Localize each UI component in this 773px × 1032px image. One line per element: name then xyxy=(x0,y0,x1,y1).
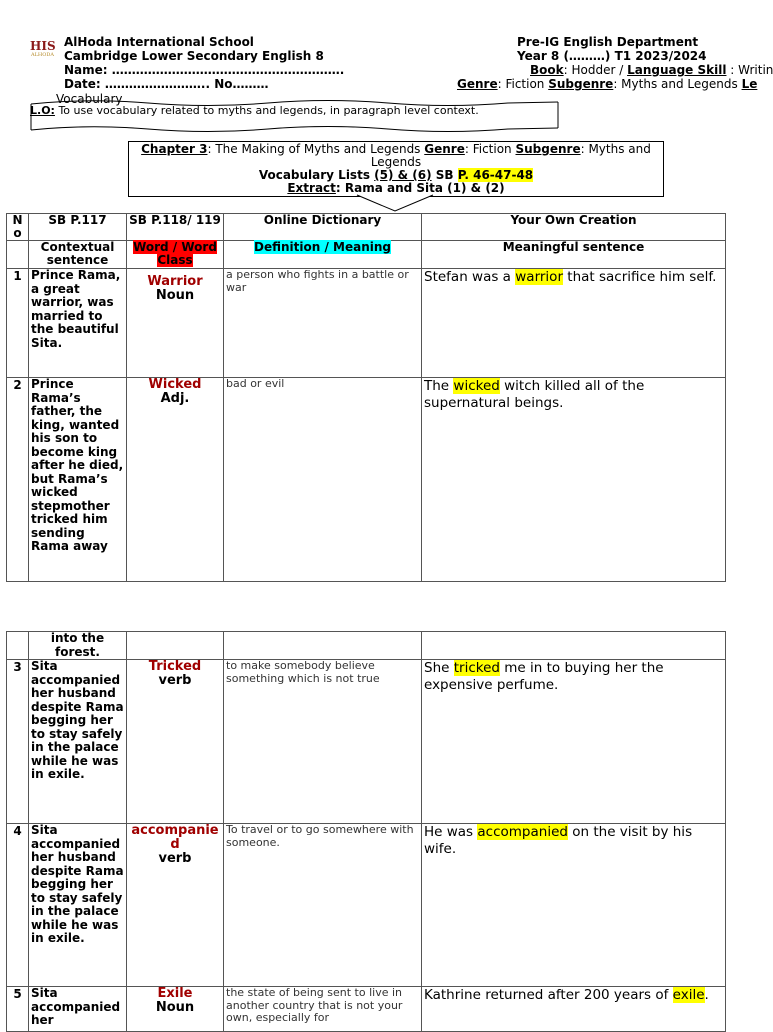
sentence-part: Kathrine returned after 200 years of xyxy=(424,987,673,1003)
genre-label: Genre xyxy=(457,77,498,91)
vocab-prefix: Vocabulary Lists xyxy=(258,168,375,182)
sentence-part: He was xyxy=(424,824,478,840)
name-line: Name: …………………………………………………. xyxy=(64,63,345,77)
definition: the state of being sent to live in another country that is not your own, especially for xyxy=(224,987,422,1032)
chapter-title: : The Making of Myths and Legends xyxy=(207,142,425,156)
word-class: Noun xyxy=(155,1000,195,1015)
own-sentence xyxy=(422,824,726,987)
word-class-label: Word / Word Class xyxy=(133,240,217,267)
lo-text: To use vocabulary related to myths and legends, in paragraph level context. xyxy=(54,104,479,117)
vocab-word: accompanied xyxy=(131,823,219,852)
own-sentence xyxy=(422,660,726,824)
contextual-sentence: Sita accompanied her husband despite Rama begging her to stay safely in the palace while he was in exile. xyxy=(29,824,127,987)
col-sentence-subheader: Meaningful sentence xyxy=(422,241,726,269)
vocab-word: Wicked xyxy=(148,377,202,392)
row-number: 3 xyxy=(7,660,29,824)
skill-label: Language Skill xyxy=(627,63,727,77)
col-word-subheader xyxy=(127,241,224,269)
table-row xyxy=(7,660,726,824)
col-sb117-header: SB P.117 xyxy=(29,214,127,241)
extract-value: : Rama and Sita (1) & (2) xyxy=(335,181,505,195)
logo-subtext: ALHODA xyxy=(31,52,55,58)
table-row xyxy=(7,269,726,378)
word-class: verb xyxy=(158,851,192,866)
course-name: Cambridge Lower Secondary English 8 xyxy=(64,49,324,63)
word-class: Adj. xyxy=(160,391,190,406)
definition: to make somebody believe something which is not true xyxy=(224,660,422,824)
sentence-part: The xyxy=(424,378,454,394)
chapter-subgenre-value: : Myths and Legends xyxy=(370,142,651,169)
skill-value: : Writin xyxy=(726,63,773,77)
col-definition-subheader xyxy=(224,241,422,269)
page-numbers: P. 46-47-48 xyxy=(457,168,534,182)
chapter-genre-value: : Fiction xyxy=(464,142,516,156)
contextual-sentence: Sita accompanied her husband despite Rama begging her to stay safely in the palace while he was in exile. xyxy=(29,660,127,824)
chapter-box xyxy=(128,141,664,197)
col-creation-header: Your Own Creation xyxy=(422,214,726,241)
word-class: verb xyxy=(158,673,192,688)
contextual-sentence: Prince Rama, a great warrior, was married to the beautiful Sita. xyxy=(29,269,127,378)
word-cell xyxy=(127,378,224,582)
definition: To travel or to go somewhere with someone. xyxy=(224,824,422,987)
school-name: AlHoda International School xyxy=(64,35,254,49)
row-number: 4 xyxy=(7,824,29,987)
row-number: 5 xyxy=(7,987,29,1032)
genre-line xyxy=(457,78,757,92)
row-number: 2 xyxy=(7,378,29,582)
own-sentence xyxy=(422,378,726,582)
subgenre-label: Subgenre xyxy=(548,77,614,91)
contextual-sentence: Prince Rama’s father, the king, wanted his son to become king after he died, but Rama’s wicked stepmother tricked him sending Rama away xyxy=(29,378,127,582)
table-subheader-row xyxy=(7,241,726,269)
definition: a person who fights in a battle or war xyxy=(224,269,422,378)
extract-line xyxy=(129,182,663,195)
vocabulary-table xyxy=(6,213,726,582)
extract-label: Extract xyxy=(287,181,336,195)
le-cut: Le xyxy=(741,77,758,91)
chapter-box-pointer xyxy=(355,195,435,213)
word-cell xyxy=(127,660,224,824)
learning-objective xyxy=(30,104,479,117)
row-number: 1 xyxy=(7,269,29,378)
chapter-label: Chapter 3 xyxy=(141,142,208,156)
vocab-word: Warrior xyxy=(147,274,203,289)
word-cell xyxy=(127,824,224,987)
highlighted-word: exile xyxy=(672,987,705,1003)
highlighted-word: wicked xyxy=(453,378,500,394)
book-value: : Hodder / xyxy=(563,63,628,77)
sentence-part: Stefan was a xyxy=(424,269,516,285)
department: Pre-IG English Department xyxy=(517,35,699,49)
sentence-part: me in to buying her the expensive perfume. xyxy=(424,660,664,693)
col-contextual-subheader: Contextual sentence xyxy=(29,241,127,269)
word-cell xyxy=(127,987,224,1032)
logo-text: HIS xyxy=(30,39,56,53)
word-class: Noun xyxy=(155,288,195,303)
col-sb118-header: SB P.118/ 119 xyxy=(127,214,224,241)
sentence-part: witch killed all of the supernatural beings. xyxy=(424,378,645,411)
vocab-word: Exile xyxy=(157,986,193,1001)
table-row-continued xyxy=(7,632,726,660)
sentence-part: that sacrifice him self. xyxy=(563,269,717,285)
own-sentence xyxy=(422,269,726,378)
vocabulary-table-continued xyxy=(6,631,726,1032)
genre-value: : Fiction xyxy=(497,77,549,91)
chapter-subgenre-label: Subgenre xyxy=(515,142,581,156)
date-line: Date: …………………….. No……… xyxy=(64,77,269,91)
own-sentence xyxy=(422,987,726,1032)
sb-label: SB xyxy=(431,168,458,182)
vocab-word: Tricked xyxy=(148,659,202,674)
highlighted-word: accompanied xyxy=(477,824,568,840)
highlighted-word: tricked xyxy=(453,660,500,676)
col-dictionary-header: Online Dictionary xyxy=(224,214,422,241)
chapter-line xyxy=(129,143,663,169)
book-line xyxy=(530,64,773,78)
sentence-part: on the visit by his wife. xyxy=(424,824,693,857)
book-label: Book xyxy=(530,63,564,77)
definition-label: Definition / Meaning xyxy=(254,240,391,254)
chapter-genre-label: Genre xyxy=(424,142,465,156)
col-no-header: N o xyxy=(7,214,29,241)
vocabulary-label: Vocabulary xyxy=(56,92,123,106)
table-row xyxy=(7,987,726,1032)
sentence-part: She xyxy=(424,660,454,676)
highlighted-word: warrior xyxy=(515,269,563,285)
table-header-row xyxy=(7,214,726,241)
contextual-sentence: Sita accompanied her xyxy=(29,987,127,1032)
vocab-lists: (5) & (6) xyxy=(374,168,432,182)
table-row xyxy=(7,824,726,987)
table-row xyxy=(7,378,726,582)
word-cell xyxy=(127,269,224,378)
subgenre-value: : Myths and Legends xyxy=(613,77,742,91)
definition: bad or evil xyxy=(224,378,422,582)
year-line: Year 8 (………) T1 2023/2024 xyxy=(517,49,707,63)
lo-label: L.O: xyxy=(30,104,55,117)
contextual-sentence-continued: into the forest. xyxy=(29,632,127,660)
school-logo xyxy=(30,35,60,63)
sentence-part: . xyxy=(704,987,709,1003)
